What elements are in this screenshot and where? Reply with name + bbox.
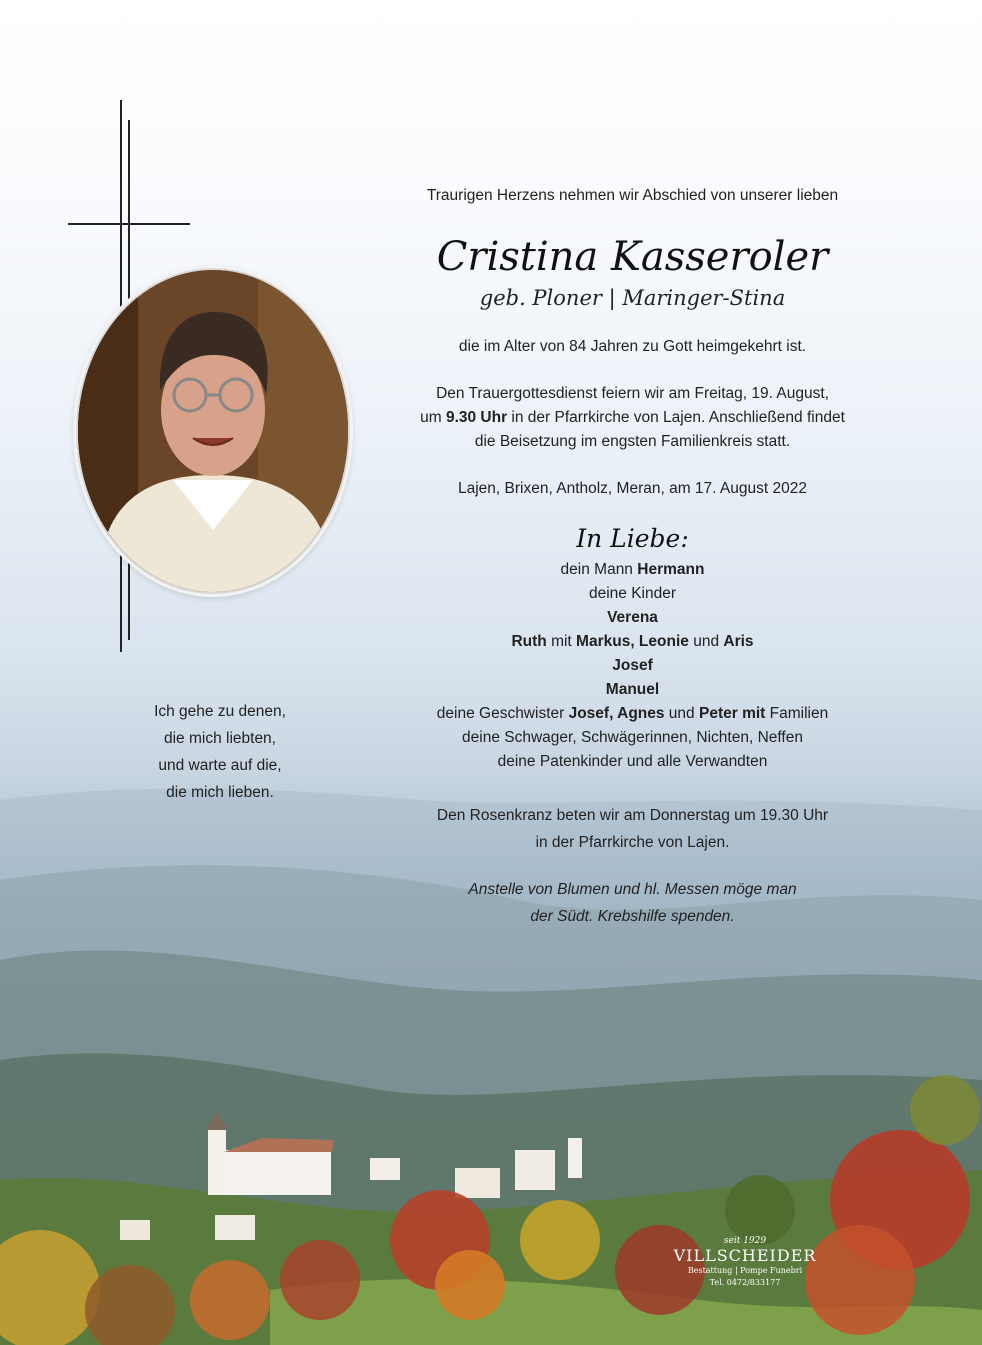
logo-since: seit 1929 — [723, 1236, 767, 1246]
child-ruth-mit: mit — [546, 633, 577, 650]
children-label: deine Kinder — [588, 585, 677, 602]
husband-name: Hermann — [637, 561, 705, 578]
service-line-2-pre: um — [420, 409, 446, 426]
siblings-post: Familien — [765, 705, 829, 722]
husband-pre: dein Mann — [560, 561, 638, 578]
child-ruth-line — [405, 630, 860, 654]
child-ruth-kid: Aris — [723, 633, 754, 650]
in-love-heading: In Liebe: — [576, 524, 689, 553]
logo-name: VILLSCHEIDER — [673, 1246, 817, 1265]
siblings-last: Peter — [698, 705, 738, 722]
donation-line-2: der Südt. Krebshilfe spenden. — [530, 908, 735, 925]
poem-line: Ich gehe zu denen, — [154, 703, 286, 720]
deceased-subname: geb. Ploner | Maringer-Stina — [479, 286, 786, 310]
logo-phone: Tel. 0472/833177 — [709, 1278, 781, 1287]
cross-horizontal-bar — [68, 223, 190, 225]
person-portrait-image — [78, 270, 348, 592]
siblings-pre: deine Geschwister — [436, 705, 569, 722]
service-info — [405, 382, 860, 454]
service-time: 9.30 Uhr — [445, 409, 508, 426]
husband-line — [405, 558, 860, 582]
service-line-3: die Beisetzung im engsten Familienkreis statt. — [474, 433, 791, 450]
donation-note — [405, 876, 860, 930]
siblings-mit: mit — [737, 705, 766, 722]
family-list — [405, 558, 860, 774]
poem-line: und warte auf die, — [158, 757, 282, 774]
siblings-names: Josef, Agnes — [568, 705, 665, 722]
age-line: die im Alter von 84 Jahren zu Gott heimgekehrt ist. — [458, 338, 807, 355]
rosary-info — [405, 802, 860, 856]
portrait-photo — [76, 268, 350, 594]
child-ruth-und: und — [688, 633, 724, 650]
poem — [110, 698, 330, 806]
child-ruth-partner: Markus, Leonie — [576, 633, 689, 650]
child-ruth: Ruth — [511, 633, 547, 650]
place-date: Lajen, Brixen, Antholz, Meran, am 17. August 2022 — [458, 480, 807, 497]
service-line-2-post: in der Pfarrkirche von Lajen. Anschließend findet — [507, 409, 845, 426]
siblings-und: und — [664, 705, 699, 722]
siblings-line — [405, 702, 860, 726]
rosary-line-2: in der Pfarrkirche von Lajen. — [535, 834, 730, 851]
child-manuel: Manuel — [605, 681, 660, 698]
child-josef: Josef — [612, 657, 653, 674]
funeral-home-logo — [670, 1235, 820, 1289]
donation-line-1: Anstelle von Blumen und hl. Messen möge man — [468, 881, 797, 898]
child-verena: Verena — [607, 609, 658, 626]
logo-tagline: Bestattung | Pompe Funebri — [687, 1266, 803, 1275]
poem-line: die mich lieben. — [166, 784, 274, 801]
inlaws-line: deine Schwager, Schwägerinnen, Nichten, Neffen — [462, 729, 803, 746]
deceased-name: Cristina Kasseroler — [436, 234, 829, 280]
intro-line: Traurigen Herzens nehmen wir Abschied von unserer lieben — [426, 187, 839, 204]
godchildren-line: deine Patenkinder und alle Verwandten — [497, 753, 768, 770]
service-line-1: Den Trauergottesdienst feiern wir am Freitag, 19. August, — [436, 385, 829, 402]
rosary-line-1: Den Rosenkranz beten wir am Donnerstag um 19.30 Uhr — [436, 807, 829, 824]
poem-line: die mich liebten, — [163, 730, 276, 747]
service-line-2 — [405, 406, 860, 430]
